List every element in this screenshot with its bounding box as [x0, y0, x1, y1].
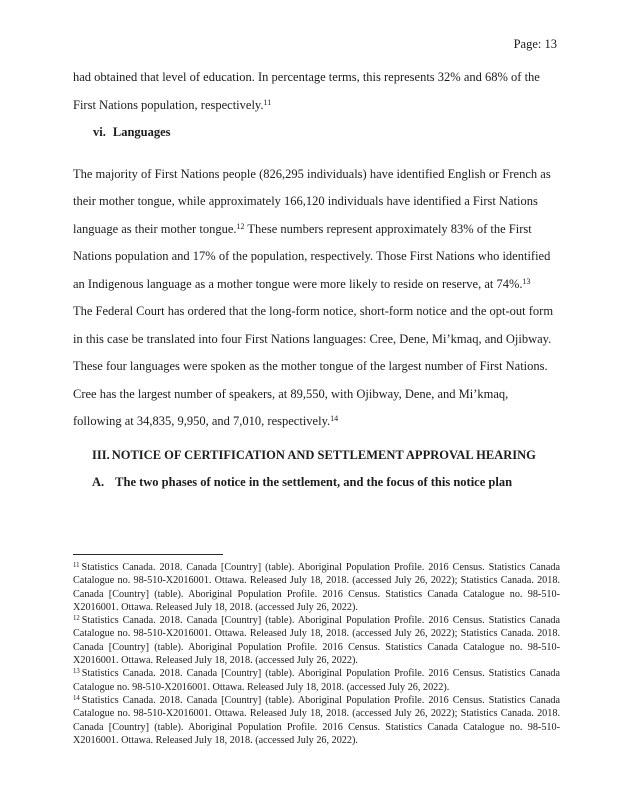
paragraph-court-order [73, 298, 560, 436]
paragraph-languages-seg2: These numbers represent approximately 83% of the First Nations population and 17% of the population, respectively. Those First Nations who identified an Indigenous language as a mother tongue were more likely to reside on reserve, at 74%. [73, 221, 551, 291]
footnote-12-text: Statistics Canada. 2018. Canada [Country] (table). Aboriginal Population Profile. 2016 Census. Statistics Canada Catalogue no. 98-510-X2016001. Ottawa. Released July 18, 2018. (accessed July 26, 2022); Statistics Canada. 2018. Canada [Country] (table). Aboriginal Population Profile. 2016 Census. Statistics Canada Catalogue no. 98-510-X2016001. Ottawa. Released July 18, 2018. (accessed July 26, 2022). [73, 615, 560, 667]
paragraph-education-text: had obtained that level of education. In percentage terms, this represents 32% and 68% of the First Nations population, respectively. [73, 70, 540, 112]
heading-vi-label: Languages [112, 125, 171, 139]
footnote-11 [73, 561, 560, 614]
footnote-ref-11: 11 [263, 97, 272, 107]
footnote-11-text: Statistics Canada. 2018. Canada [Country] (table). Aboriginal Population Profile. 2016 Census. Statistics Canada Catalogue no. 98-510-X2016001. Ottawa. Released July 18, 2018. (accessed July 26, 2022); Statistics Canada. 2018. Canada [Country] (table). Aboriginal Population Profile. 2016 Census. Statistics Canada Catalogue no. 98-510-X2016001. Ottawa. Released July 18, 2018. (accessed July 26, 2022). [73, 562, 560, 613]
footnote-13-text: Statistics Canada. 2018. Canada [Country] (table). Aboriginal Population Profile. 2016 Census. Statistics Canada Catalogue no. 98-510-X2016001. Ottawa. Released July 18, 2018. (accessed July 26, 2022). [73, 668, 560, 693]
paragraph-court-order-seg1: The Federal Court has ordered that the long-form notice, short-form notice and the opt-out form in this case be translated into four First Nations languages: Cree, Dene, Mi’kmaq, and Ojibway. These four languages were spoken as the mother tongue of the largest number of First Nations. Cree has the largest number of speakers, at 89,550, with Ojibway, Dene, and Mi’kmaq, following at 34,835, 9,950, and 7,010, respectively. [73, 304, 554, 428]
footnote-12-number: 12 [73, 615, 80, 623]
footnote-ref-12: 12 [236, 221, 245, 231]
footnote-14-text: Statistics Canada. 2018. Canada [Country] (table). Aboriginal Population Profile. 2016 Census. Statistics Canada Catalogue no. 98-510-X2016001. Ottawa. Released July 18, 2018. (accessed July 26, 2022); Statistics Canada. 2018. Canada [Country] (table). Aboriginal Population Profile. 2016 Census. Statistics Canada Catalogue no. 98-510-X2016001. Ottawa. Released July 18, 2018. (accessed July 26, 2022). [73, 694, 560, 746]
footnote-separator [73, 554, 223, 555]
page-number: Page: 13 [513, 37, 557, 51]
footnote-14 [73, 694, 560, 747]
paragraph-languages [73, 161, 560, 299]
footnote-13-number: 13 [73, 668, 80, 676]
footnote-12 [73, 614, 560, 667]
footnote-ref-13: 13 [522, 276, 531, 286]
heading-vi-languages [73, 119, 560, 147]
footnote-14-number: 14 [73, 694, 80, 702]
heading-a-number: A. [92, 475, 105, 489]
heading-iii-number: III. [92, 447, 110, 462]
heading-a-text: The two phases of notice in the settlement, and the focus of this notice plan [115, 475, 513, 489]
heading-iii-notice [73, 442, 560, 470]
heading-iii-text: NOTICE OF CERTIFICATION AND SETTLEMENT APPROVAL HEARING [111, 447, 536, 462]
heading-vi-number: vi. [93, 125, 106, 139]
footnotes-section [73, 554, 560, 747]
footnote-11-number: 11 [73, 562, 80, 569]
paragraph-languages-seg1: The majority of First Nations people (826,295 individuals) have identified English or French as their mother tongue, while approximately 166,120 individuals have identified a First Nations language as their mother tongue. [73, 166, 551, 236]
footnote-13 [73, 667, 560, 694]
footnote-ref-14: 14 [330, 414, 339, 423]
heading-a-two-phases [73, 469, 560, 497]
page-body [73, 64, 560, 497]
paragraph-education-continued [73, 64, 560, 119]
